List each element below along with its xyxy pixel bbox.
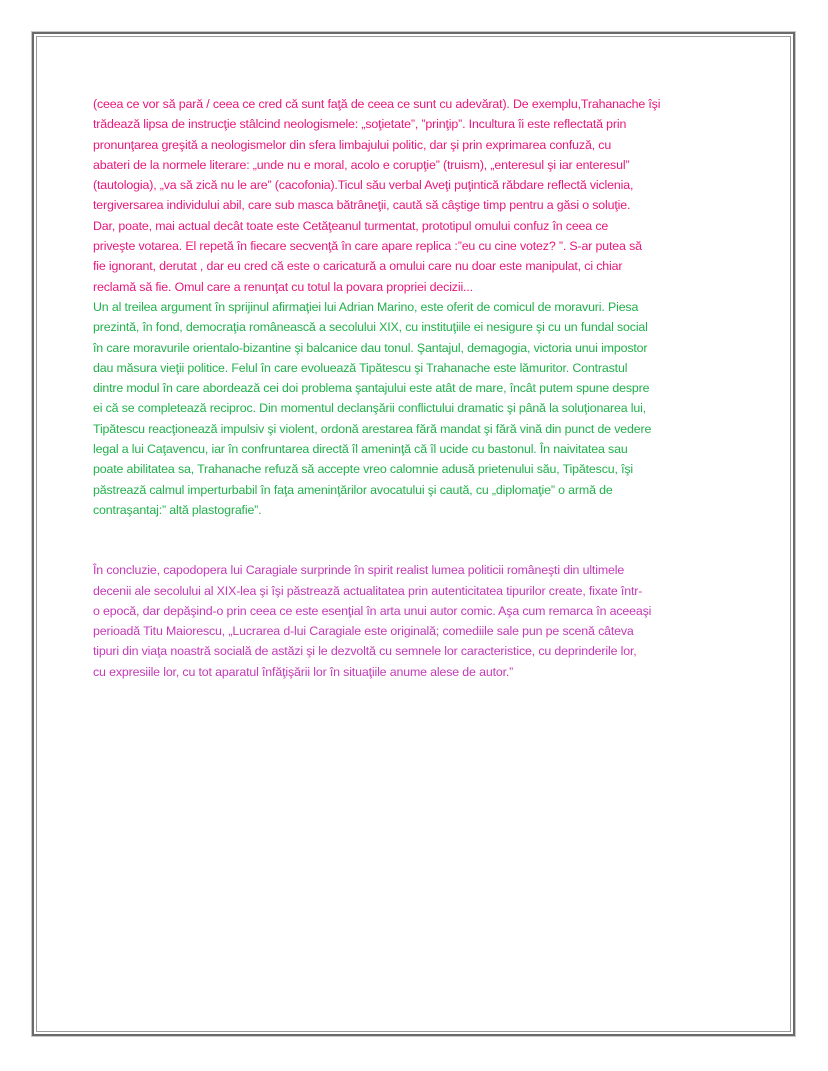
text-line: fie ignorant, derutat , dar eu cred că este o caricatură a omului care nu doar este manipulat, ci chiar — [93, 259, 623, 274]
text-line: ei că se completează reciproc. Din momentul declanşării conflictului dramatic şi până la soluţionarea lui, — [93, 401, 646, 416]
text-line: în care moravurile orientalo-bizantine şi balcanice dau tonul. Şantajul, demagogia, victoria unui impostor — [93, 340, 648, 355]
paragraph-conclusion — [93, 560, 743, 682]
text-line: priveşte votarea. El repetă în fiecare secvenţă în care apare replica :”eu cu cine votez? ”. S-ar putea să — [93, 239, 642, 254]
text-line: tergiversarea individului abil, care sub masca bătrâneţii, caută să câştige timp pentru a găsi o soluţie. — [93, 198, 631, 213]
text-line: prezintă, în fond, democraţia românească a secolului XIX, cu instituţiile ei nesigure şi cu un fundal social — [93, 320, 648, 335]
text-line: Un al treilea argument în sprijinul afirmaţiei lui Adrian Marino, este oferit de comicul de moravuri. Piesa — [93, 299, 639, 314]
text-line: tipuri din viaţa noastră socială de astăzi şi le dezvoltă cu semnele lor caracteristice, cu deprinderile lor, — [93, 644, 637, 659]
text-line: legal a lui Caţavencu, iar în confruntarea directă îl ameninţă că îl ucide cu bastonul. În naivitatea sau — [93, 442, 628, 457]
text-line: cu expresiile lor, cu tot aparatul înfăţişării lor în situaţiile anume alese de autor.” — [93, 664, 514, 679]
text-line: reclamă să fie. Omul care a renunţat cu totul la povara propriei decizii... — [93, 279, 473, 294]
text-line: o epocă, dar depăşind-o prin ceea ce este esenţial în arta unui autor comic. Aşa cum remarca în aceeaşi — [93, 603, 652, 618]
text-line: În concluzie, capodopera lui Caragiale surprinde în spirit realist lumea politicii româneşti din ultimele — [93, 563, 625, 578]
paragraph-third-argument — [93, 297, 743, 520]
document-body — [93, 94, 743, 682]
text-line: perioadă Titu Maiorescu, „Lucrarea d-lui Caragiale este originală; comediile sale pun pe scenă câteva — [93, 624, 634, 639]
text-line: trădează lipsa de instrucţie stâlcind neologismele: „soţietate”, ”prinţip”. Incultura îi este reflectată prin — [93, 117, 627, 132]
text-line: pronunţarea greşită a neologismelor din sfera limbajului politic, dar şi prin exprimarea confuză, cu — [93, 137, 612, 152]
text-line: Tipătescu reacţionează impulsiv şi violent, ordonă arestarea fără mandat şi fără vină din punct de vedere — [93, 421, 652, 436]
text-line: poate abilitatea sa, Trahanache refuză să accepte vreo calomnie adusă prietenului său, Tipătescu, îşi — [93, 462, 634, 477]
text-line: contraşantaj:” altă plastografie”. — [93, 502, 262, 517]
text-line: dintre modul în care abordează cei doi problema şantajului este atât de mare, încât putem spune despre — [93, 381, 650, 396]
text-line: decenii ale secolului al XIX-lea şi îşi păstrează actualitatea prin autenticitatea tipurilor create, fixate într- — [93, 583, 643, 598]
text-line: (tautologia), „va să zică nu le are” (cacofonia).Ticul său verbal Aveţi puţintică răbdare reflectă viclenia, — [93, 178, 634, 193]
paragraph-characters — [93, 94, 743, 297]
text-line: abateri de la normele literare: „unde nu e moral, acolo e corupţie” (truism), „enteresul şi iar enteresul” — [93, 157, 630, 172]
text-line: dau măsura vieţii politice. Felul în care evoluează Tipătescu şi Trahanache este lămuritor. Contrastul — [93, 360, 628, 375]
text-line: (ceea ce vor să pară / ceea ce cred că sunt faţă de ceea ce sunt cu adevărat). De exemplu,Trahanache îşi — [93, 97, 661, 111]
text-line: Dar, poate, mai actual decât toate este Cetăţeanul turmentat, prototipul omului confuz în ceea ce — [93, 218, 609, 233]
text-line: păstrează calmul imperturbabil în faţa ameninţărilor avocatului şi caută, cu „diplomaţie” o armă de — [93, 482, 613, 497]
